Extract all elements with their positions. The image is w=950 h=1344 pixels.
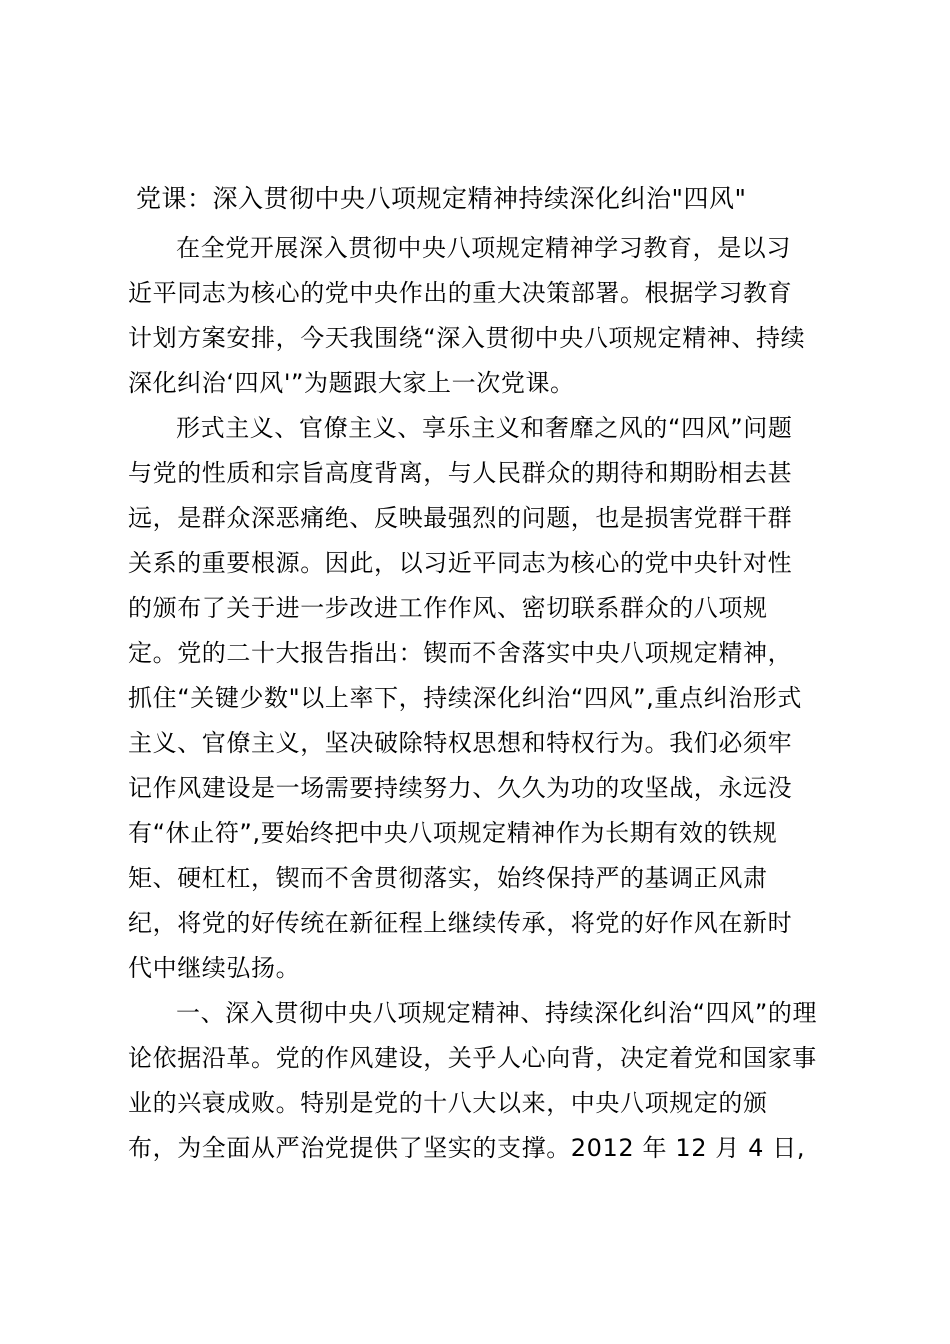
paragraph-line: 业的兴衰成败。特别是党的十八大以来，中央八项规定的颁 <box>128 1089 768 1117</box>
paragraph-line: 主义、官僚主义，坚决破除特权思想和特权行为。我们必须牢 <box>128 729 793 757</box>
paragraph-line: 有“休止符”,要始终把中央八项规定精神作为长期有效的铁规 <box>128 819 778 847</box>
paragraph-line: 计划方案安排，今天我围绕“深入贯彻中央八项规定精神、持续 <box>128 324 806 352</box>
paragraph-line: 一、深入贯彻中央八项规定精神、持续深化纠治“四风”的理 <box>176 999 818 1027</box>
paragraph-line: 关系的重要根源。因此，以习近平同志为核心的党中央针对性 <box>128 549 793 577</box>
paragraph-line: 远，是群众深恶痛绝、反映最强烈的问题，也是损害党群干群 <box>128 504 793 532</box>
paragraph-line: 布，为全面从严治党提供了坚实的支撑。2012 年 12 月 4 日, <box>128 1134 806 1162</box>
paragraph-line: 在全党开展深入贯彻中央八项规定精神学习教育，是以习 <box>176 234 791 262</box>
paragraph-1 <box>128 226 843 406</box>
paragraph-line: 记作风建设是一场需要持续努力、久久为功的攻坚战，永远没 <box>128 774 793 802</box>
paragraph-line: 代中继续弘扬。 <box>128 954 301 982</box>
paragraph-line: 形式主义、官僚主义、享乐主义和奢靡之风的“四风”问题 <box>176 414 793 442</box>
paragraph-3 <box>128 991 843 1171</box>
paragraph-2 <box>128 406 843 991</box>
paragraph-line: 定。党的二十大报告指出：锲而不舍落实中央八项规定精神， <box>128 639 793 667</box>
paragraph-line: 近平同志为核心的党中央作出的重大决策部署。根据学习教育 <box>128 279 793 307</box>
paragraph-line: 抓住“关键少数"以上率下，持续深化纠治“四风”,重点纠治形式 <box>128 684 802 712</box>
paragraph-line: 的颁布了关于进一步改进工作作风、密切联系群众的八项规 <box>128 594 768 622</box>
paragraph-line: 深化纠治‘四风'”为题跟大家上一次党课。 <box>128 369 575 397</box>
document-title: 党课：深入贯彻中央八项规定精神持续深化纠治"四风" <box>136 184 747 213</box>
paragraph-line: 论依据沿革。党的作风建设，关乎人心向背，决定着党和国家事 <box>128 1044 817 1072</box>
paragraph-line: 矩、硬杠杠，锲而不舍贯彻落实，始终保持严的基调正风肃 <box>128 864 768 892</box>
paragraph-line: 纪，将党的好传统在新征程上继续传承，将党的好作风在新时 <box>128 909 793 937</box>
paragraph-line: 与党的性质和宗旨高度背离，与人民群众的期待和期盼相去甚 <box>128 459 793 487</box>
